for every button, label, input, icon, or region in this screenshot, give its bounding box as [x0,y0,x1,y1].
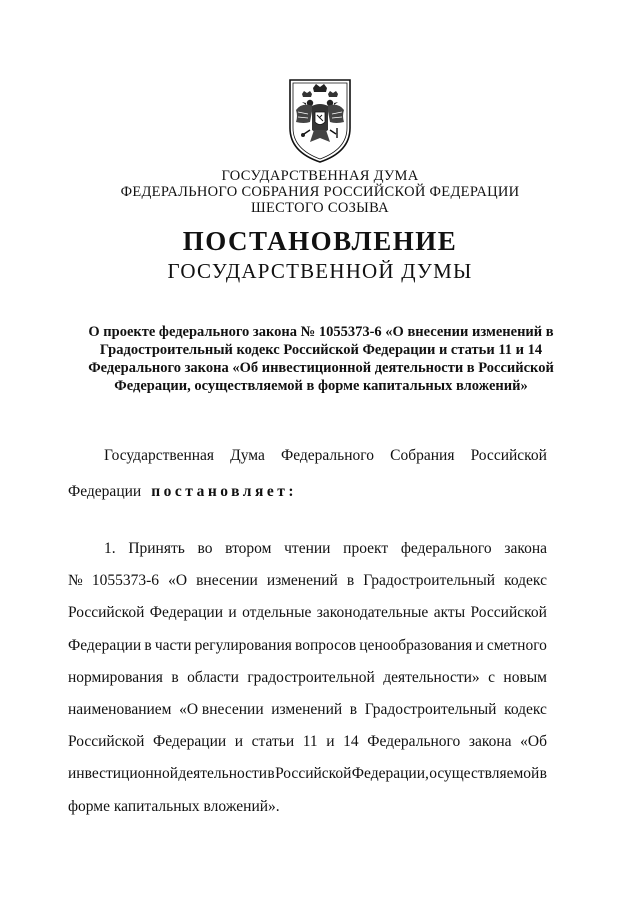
header-line-1: ГОСУДАРСТВЕННАЯ ДУМА [221,168,419,184]
item-1-word: изменений [271,701,343,718]
item-1-word: нормирования [68,668,163,686]
item-1-word: в [267,765,275,783]
item-1-line [68,700,547,720]
item-1-word: в [171,668,179,686]
document-title: ПОСТАНОВЛЕНИЕ [182,226,458,256]
item-1-word: отдельные [242,604,312,622]
item-1-word: Федерального [367,733,461,751]
item-1-word: в [539,765,547,783]
preamble-word: Собрания [390,447,455,464]
item-1-word: Российской [68,733,145,751]
item-1-word: 1. [104,540,116,557]
item-1-word: и [475,636,484,654]
item-1-line [68,636,547,656]
item-1-word: с [488,668,495,686]
item-1-word: чтении [284,540,331,557]
item-1-word: области [187,668,239,686]
item-1-word: Принять [128,540,185,557]
preamble-word: Российской [470,447,547,464]
issuer-header [0,168,640,216]
item-1-line [68,764,547,784]
item-1-word: Федерации [152,733,227,751]
item-1-word: и [228,604,237,622]
item-1-word: деятельности» [383,668,480,686]
item-1-word: осуществляемой [429,765,540,783]
header-line-3: ШЕСТОГО СОЗЫВА [251,200,389,216]
item-1-word: новым [503,668,547,686]
item-1-line [68,603,547,623]
resolution-verb: постановляет: [151,483,298,500]
item-1-word: проект [343,540,389,557]
item-1-word: закона [504,540,547,557]
item-1-word: Федерации [68,636,142,654]
item-1-word: Российской [275,765,352,783]
preamble-text: Федерации [68,483,142,500]
preamble-line-2 [68,482,547,502]
item-1-word: «О [168,572,188,590]
item-1-word: наименованием [68,701,172,718]
item-1-word: Российской [470,604,547,622]
item-1-word: инвестиционной [68,765,179,783]
item-1-word: федерального [400,540,492,557]
item-1-line [68,571,547,591]
item-1-word: вопросов [295,636,357,654]
item-1-word: части [154,636,192,654]
item-1-word: законодательные [316,604,429,622]
item-1-word: акты [433,604,466,622]
item-1-line [68,668,547,688]
item-1-word: 11 [302,733,318,751]
item-1-word: «Об [520,733,547,751]
item-1-line [68,732,547,752]
document-subtitle: ГОСУДАРСТВЕННОЙ ДУМЫ [167,259,473,283]
item-1-word: Федерации [149,604,223,622]
item-1-word: и [326,733,335,751]
subject-line-1: О проекте федерального закона № 1055373-6 «О внесении изменений в [88,324,554,340]
subject-line-3: Федерального закона «Об инвестиционной деятельности в Российской [88,360,554,376]
item-1-word: в [144,636,152,654]
preamble-word: Государственная [104,447,215,464]
subject-line-2: Градостроительный кодекс Российской Федерации и статьи 11 и 14 [99,342,543,358]
item-1-word: во [197,540,213,557]
item-1-word: Градостроительный [364,701,497,718]
item-1-word: кодекс [504,572,547,590]
item-1-word: ценообразования [359,636,473,654]
preamble-word: Федерального [280,447,375,464]
item-1-word: втором [225,540,272,557]
document-subject [62,323,580,395]
item-1-word: внесении [196,572,258,590]
preamble-line-1 [104,446,547,466]
subject-line-4: Федерации, осуществляемой в форме капитальных вложений» [114,378,528,394]
item-1-word: градостроительной [247,668,375,686]
item-1-word: закона [468,733,512,751]
header-line-2: ФЕДЕРАЛЬНОГО СОБРАНИЯ РОССИЙСКОЙ ФЕДЕРАЦИИ [120,184,520,200]
item-1-word: Российской [68,604,145,622]
item-1-word: деятельности [178,765,268,783]
item-1-word: 1055373-6 [91,572,160,590]
item-1-word: кодекс [504,701,547,718]
item-1-word: 14 [343,733,359,751]
item-1-word: в [349,701,358,718]
item-1-line [104,539,547,559]
item-1-word: «О внесении [179,701,264,718]
item-1-word: № [68,572,83,590]
item-1-last-line: форме капитальных вложений». [68,797,280,815]
item-1-word: Федерации, [351,765,429,783]
russian-coat-of-arms-icon [286,72,354,164]
item-1-word: регулирования [194,636,292,654]
item-1-word: Градостроительный [363,572,496,590]
item-1-word: в [346,572,355,590]
item-1-word: статьи [251,733,295,751]
item-1-word: и [234,733,244,751]
item-1-word: изменений [266,572,338,590]
preamble-word: Дума [230,447,265,464]
item-1-word: сметного [486,636,547,654]
